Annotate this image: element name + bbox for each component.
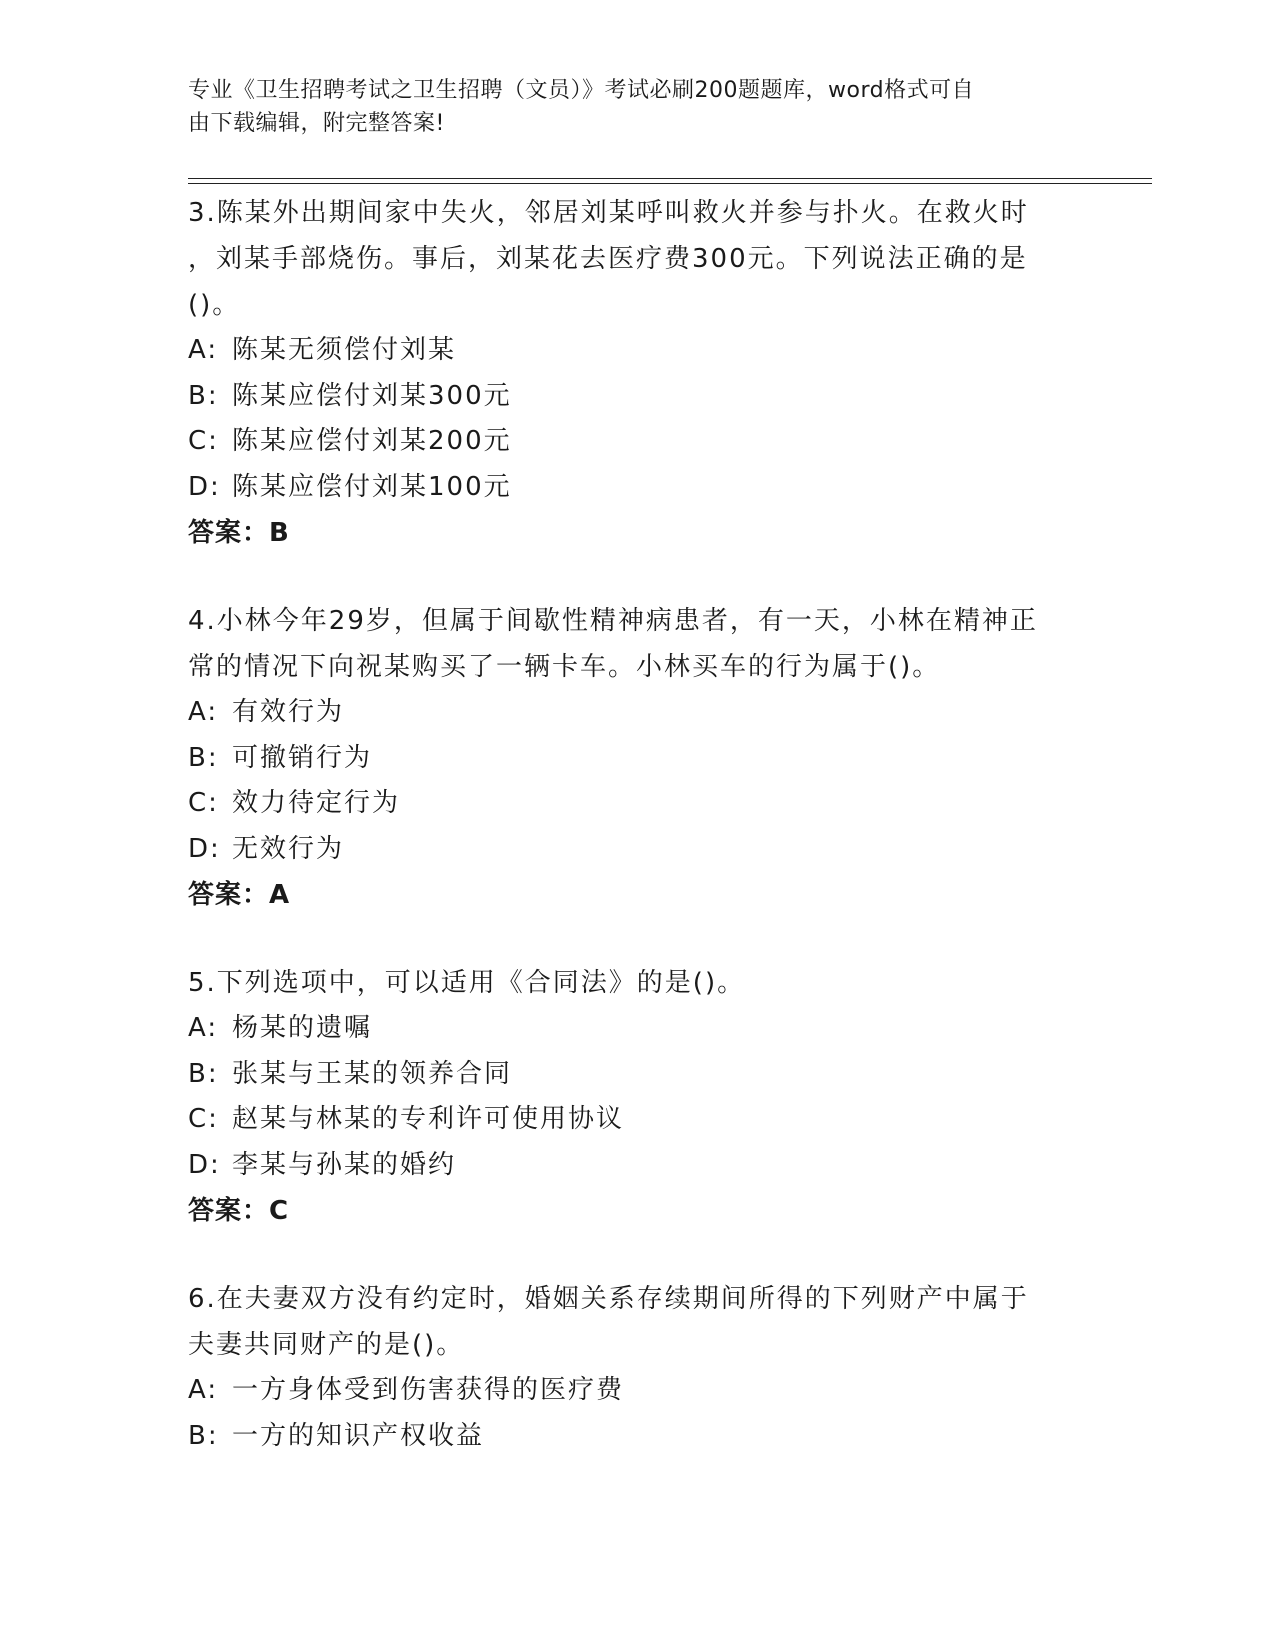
- option-letter: B:: [188, 380, 219, 411]
- option-d: [188, 465, 1088, 511]
- option-text: 杨某的遗嘱: [232, 1013, 373, 1043]
- option-text: 陈某应偿付刘某300元: [232, 380, 512, 411]
- header-line-2: 由下载编辑，附完整答案!: [188, 111, 445, 136]
- question-stem: [188, 1276, 1088, 1368]
- option-text: 赵某与林某的专利许可使用协议: [232, 1104, 625, 1134]
- question-6: [188, 1276, 1088, 1459]
- answer-line: 答案：B: [188, 518, 290, 548]
- header-divider-bottom: [188, 183, 1152, 184]
- question-5: [188, 960, 1088, 1234]
- option-letter: C:: [188, 1104, 219, 1134]
- option-text: 陈某应偿付刘某200元: [232, 426, 512, 456]
- question-spacer: [188, 918, 1088, 960]
- option-letter: B:: [188, 1058, 219, 1089]
- option-letter: B:: [188, 1420, 219, 1451]
- question-4: [188, 598, 1088, 918]
- question-stem: [188, 190, 1088, 328]
- question-list: [188, 190, 1088, 1459]
- option-text: 一方的知识产权收益: [232, 1420, 485, 1451]
- header-line-1: 专业《卫生招聘考试之卫生招聘（文员）》考试必刷200题题库，word格式可自: [188, 78, 975, 103]
- option-letter: A:: [188, 335, 219, 365]
- option-text: 李某与孙某的婚约: [232, 1149, 457, 1180]
- stem-line: 4.小林今年29岁，但属于间歇性精神病患者，有一天，小林在精神正: [188, 606, 1038, 636]
- option-letter: D:: [188, 471, 221, 502]
- option-letter: B:: [188, 742, 219, 773]
- answer-line: 答案：A: [188, 880, 291, 910]
- question-stem: [188, 598, 1088, 690]
- option-b: [188, 1414, 1088, 1460]
- option-text: 效力待定行为: [232, 788, 401, 818]
- option-letter: A:: [188, 1375, 219, 1405]
- option-a: [188, 1006, 1088, 1052]
- option-text: 陈某无须偿付刘某: [232, 335, 457, 365]
- option-letter: A:: [188, 1013, 219, 1043]
- option-text: 有效行为: [232, 697, 345, 727]
- question-spacer: [188, 556, 1088, 598]
- option-text: 陈某应偿付刘某100元: [232, 471, 512, 502]
- option-letter: C:: [188, 788, 219, 818]
- option-letter: D:: [188, 833, 221, 864]
- option-a: [188, 690, 1088, 736]
- option-c: [188, 1097, 1088, 1143]
- question-3: [188, 190, 1088, 556]
- option-text: 可撤销行为: [232, 742, 373, 773]
- question-stem: [188, 960, 1088, 1006]
- option-text: 张某与王某的领养合同: [232, 1058, 513, 1089]
- option-a: [188, 328, 1088, 374]
- option-letter: C:: [188, 426, 219, 456]
- stem-line: ，刘某手部烧伤。事后，刘某花去医疗费300元。下列说法正确的是: [188, 244, 1028, 274]
- option-d: [188, 827, 1088, 873]
- option-letter: D:: [188, 1149, 221, 1180]
- answer-line: 答案：C: [188, 1196, 290, 1226]
- option-b: [188, 374, 1088, 420]
- option-c: [188, 781, 1088, 827]
- stem-line: 6.在夫妻双方没有约定时，婚姻关系存续期间所得的下列财产中属于: [188, 1284, 1029, 1314]
- stem-line: 常的情况下向祝某购买了一辆卡车。小林买车的行为属于()。: [188, 652, 941, 682]
- option-c: [188, 419, 1088, 465]
- document-header: [188, 74, 1068, 140]
- option-b: [188, 736, 1088, 782]
- option-b: [188, 1052, 1088, 1098]
- stem-line: ()。: [188, 290, 241, 320]
- option-letter: A:: [188, 697, 219, 727]
- option-text: 无效行为: [232, 833, 345, 864]
- option-text: 一方身体受到伤害获得的医疗费: [232, 1375, 625, 1405]
- stem-line: 5.下列选项中，可以适用《合同法》的是()。: [188, 968, 746, 998]
- stem-line: 夫妻共同财产的是()。: [188, 1330, 465, 1360]
- option-d: [188, 1143, 1088, 1189]
- stem-line: 3.陈某外出期间家中失火，邻居刘某呼叫救火并参与扑火。在救火时: [188, 198, 1029, 228]
- option-a: [188, 1368, 1088, 1414]
- question-spacer: [188, 1234, 1088, 1276]
- header-divider-top: [188, 178, 1152, 179]
